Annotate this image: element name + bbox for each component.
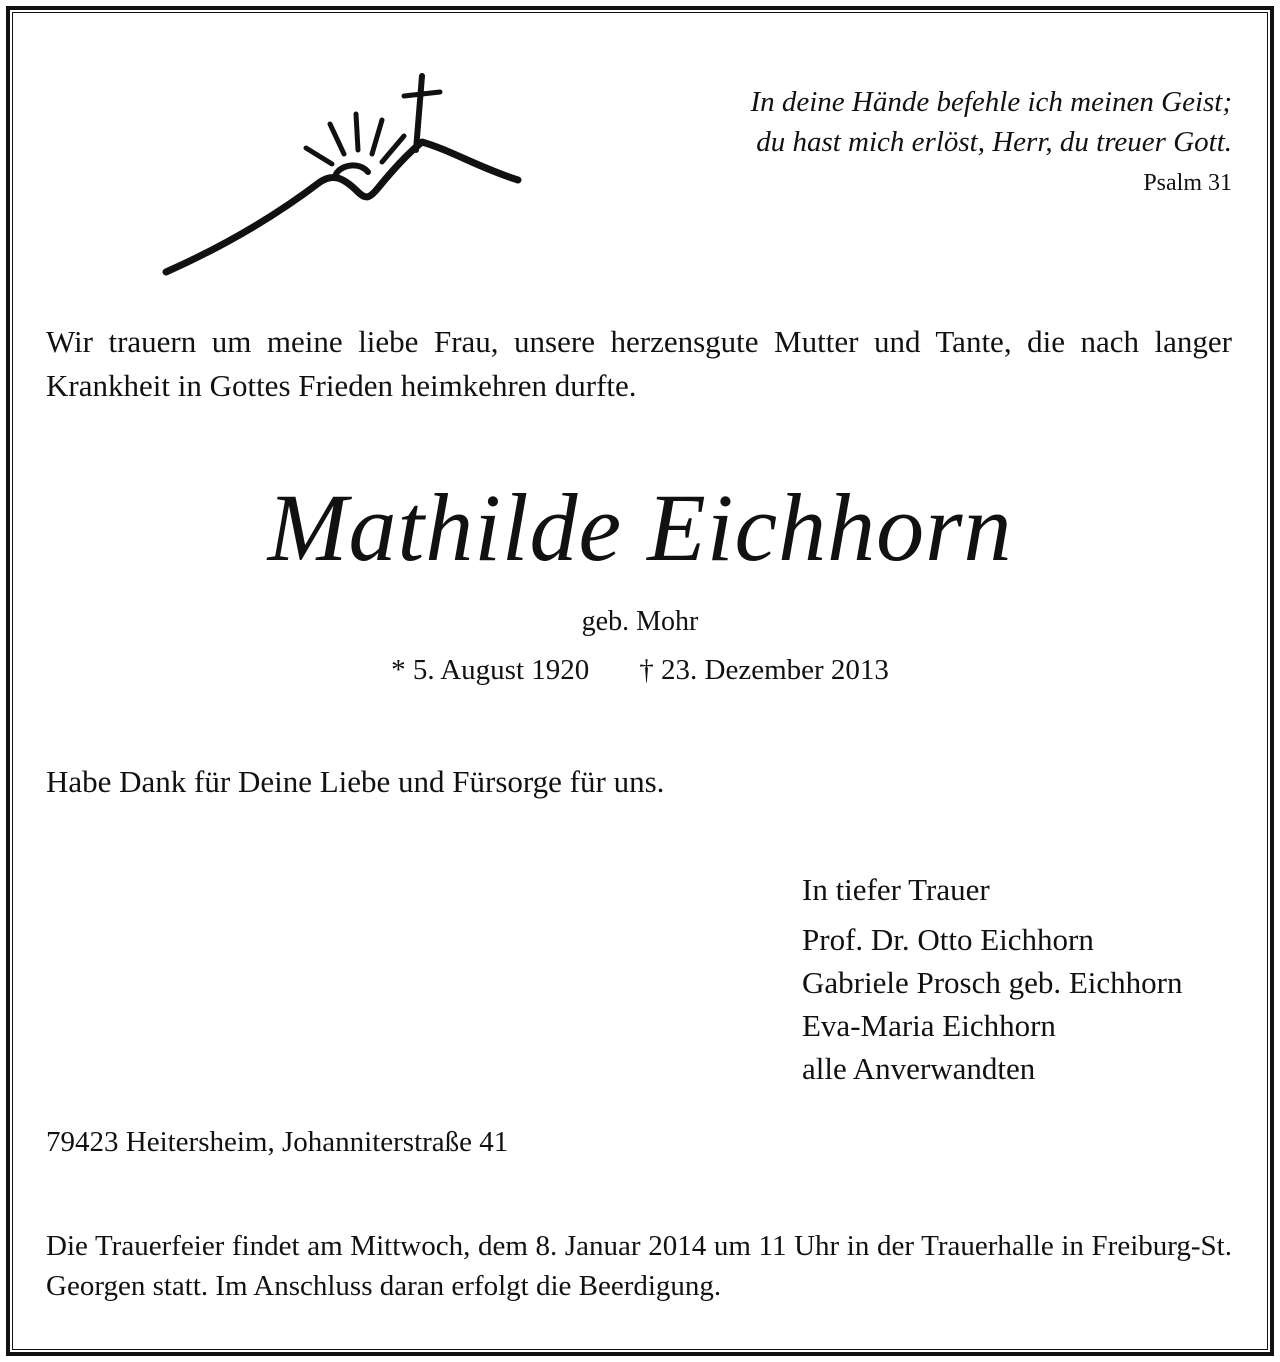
thanks-text: Habe Dank für Deine Liebe und Fürsorge für uns. <box>46 764 665 799</box>
maiden-name: geb. Mohr <box>581 606 699 637</box>
mourners-block <box>802 868 1183 1090</box>
mourner-name: Eva-Maria Eichhorn <box>802 1008 1056 1043</box>
mourner-name: Prof. Dr. Otto Eichhorn <box>802 922 1094 957</box>
birth-date: * 5. August 1920 <box>391 654 590 686</box>
sunrise-mountain-cross-icon <box>160 70 530 280</box>
mourner-name: Gabriele Prosch geb. Eichhorn <box>802 965 1183 1000</box>
ceremony-text: Die Trauerfeier findet am Mittwoch, dem 8. Januar 2014 um 11 Uhr in der Trauerhalle in Freiburg-St. Georgen statt. Im Anschluss daran erfolgt die Beerdigung. <box>46 1230 1232 1302</box>
psalm-line-1: In deine Hände befehle ich meinen Geist; <box>750 86 1232 118</box>
psalm-reference: Psalm 31 <box>1143 170 1232 196</box>
psalm-quote <box>750 82 1232 162</box>
life-dates <box>0 654 1280 687</box>
address: 79423 Heitersheim, Johanniterstraße 41 <box>46 1126 509 1158</box>
deceased-name: Mathilde Eichhorn <box>267 474 1013 581</box>
intro-text: Wir trauern um meine liebe Frau, unsere herzensgute Mutter und Tante, die nach langer Krankheit in Gottes Frieden heimkehren durfte. <box>46 324 1232 403</box>
death-date: † 23. Dezember 2013 <box>639 654 889 686</box>
mourners-intro: In tiefer Trauer <box>802 872 990 907</box>
mourner-name: alle Anverwandten <box>802 1051 1036 1086</box>
psalm-line-2: du hast mich erlöst, Herr, du treuer Gott. <box>756 126 1232 158</box>
